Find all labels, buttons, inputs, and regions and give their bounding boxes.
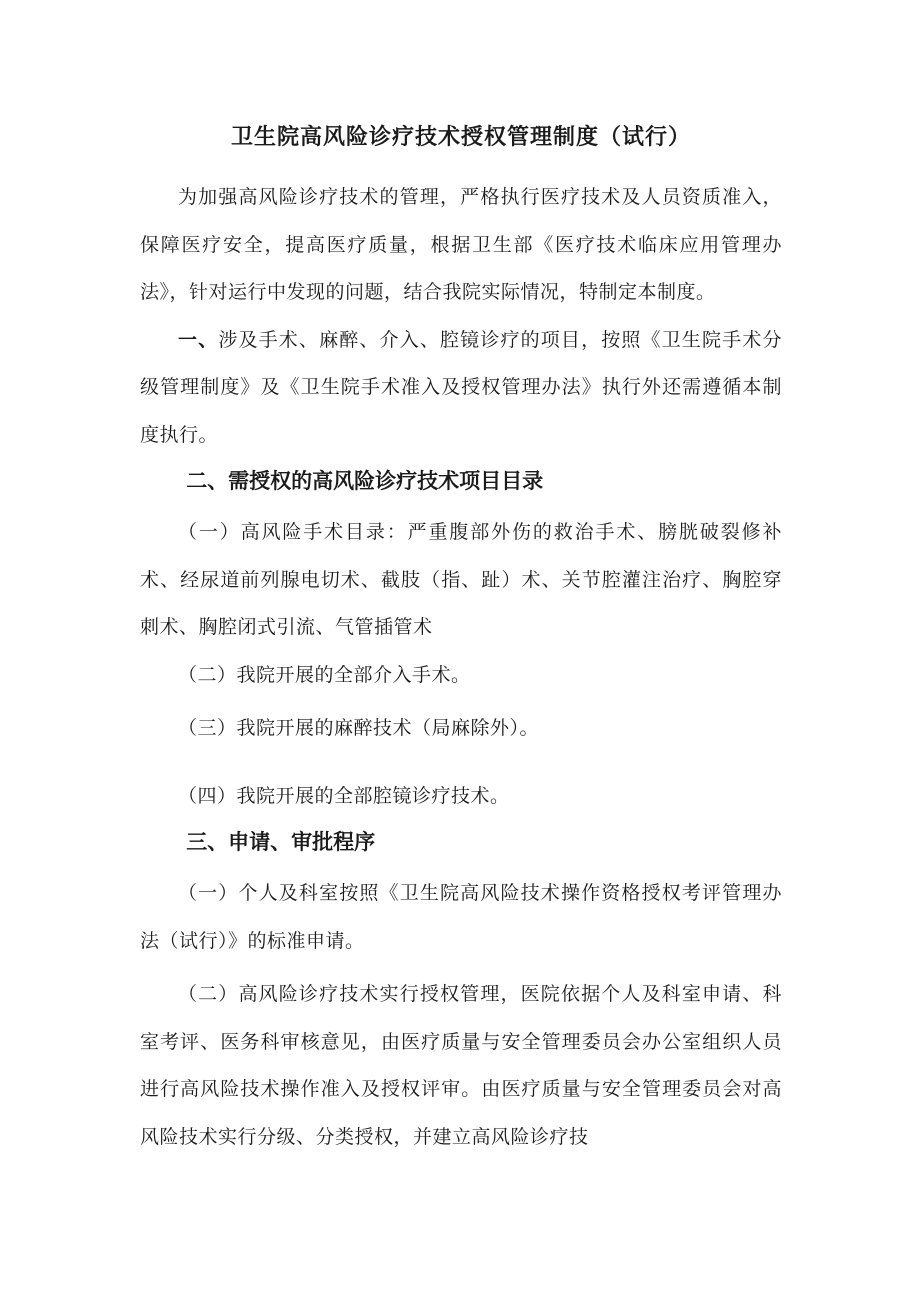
section-2-item-2: （二）我院开展的全部介入手术。 bbox=[178, 663, 471, 686]
section-2-heading: 二、需授权的高风险诊疗技术项目目录 bbox=[186, 469, 544, 493]
intro-paragraph: 为加强高风险诊疗技术的管理，严格执行医疗技术及人员资质准入，保障医疗安全，提高医疗质量，根据卫生部《医疗技术临床应用管理办法》，针对运行中发现的问题，结合我院实际情况，特制定本制度。 bbox=[140, 186, 782, 303]
document-page bbox=[140, 118, 782, 1161]
section-2-item-4: （四）我院开展的全部腔镜诊疗技术。 bbox=[178, 784, 510, 807]
section-2-item-3: （三）我院开展的麻醉技术（局麻除外）。 bbox=[178, 717, 540, 739]
section-1-paragraph bbox=[140, 317, 782, 460]
section-2-item-1: （一）高风险手术目录：严重腹部外伤的救治手术、膀胱破裂修补术、经尿道前列腺电切术、截肢（指、趾）术、关节腔灌注治疗、胸腔穿刺术、胸腔闭式引流、气管插管术 bbox=[140, 521, 782, 638]
section-3-heading: 三、申请、审批程序 bbox=[186, 830, 376, 854]
section-3-item-1: （一）个人及科室按照《卫生院高风险技术操作资格授权考评管理办法（试行）》的标准申请。 bbox=[140, 882, 782, 952]
section-3-item-2: （二）高风险诊疗技术实行授权管理，医院依据个人及科室申请、科室考评、医务科审核意见，由医疗质量与安全管理委员会办公室组织人员进行高风险技术操作准入及授权评审。由医疗质量与安全管理委员会对高风险技术实行分级、分类授权，并建立高风险诊疗技 bbox=[140, 983, 782, 1148]
section-1-number: 一、 bbox=[178, 328, 219, 351]
document-title: 卫生院高风险诊疗技术授权管理制度（试行） bbox=[230, 125, 691, 150]
section-1-text: 涉及手术、麻醉、介入、腔镜诊疗的项目，按照《卫生院手术分级管理制度》及《卫生院手术准入及授权管理办法》执行外还需遵循本制度执行。 bbox=[140, 328, 782, 446]
